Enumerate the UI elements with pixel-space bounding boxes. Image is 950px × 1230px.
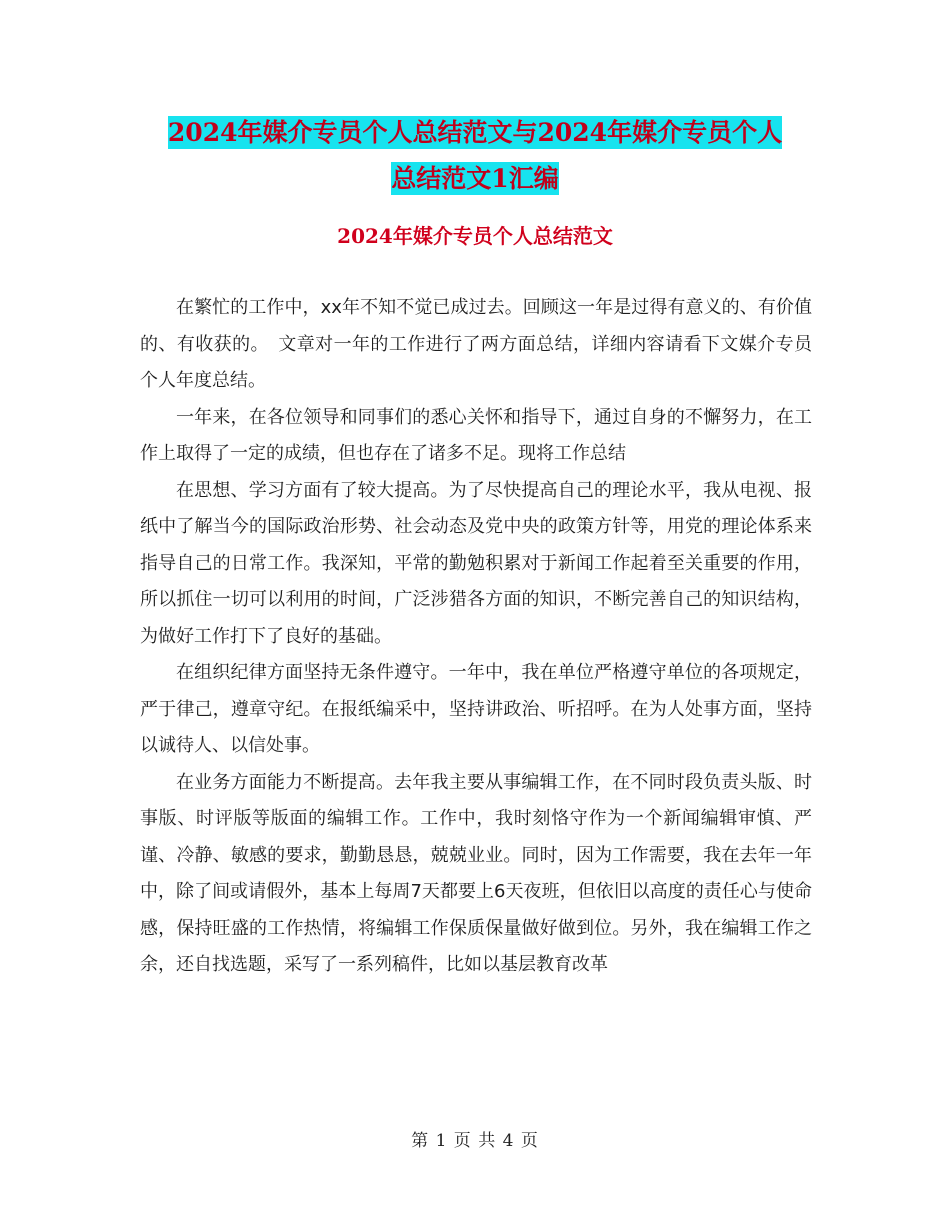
paragraph: 在组织纪律方面坚持无条件遵守。一年中，我在单位严格遵守单位的各项规定，严于律己，遵章守纪。在报纸编采中，坚持讲政治、听招呼。在为人处事方面，坚持以诚待人、以信处事。 <box>140 662 812 756</box>
page-footer: 第 1 页 共 4 页 <box>411 1131 539 1151</box>
section-title: 2024年媒介专员个人总结范文 <box>337 224 613 248</box>
document-title <box>120 110 830 202</box>
title-line-1: 2024年媒介专员个人总结范文与2024年媒介专员个人 <box>167 118 783 147</box>
paragraph: 一年来，在各位领导和同事们的悉心关怀和指导下，通过自身的不懈努力，在工作上取得了一定的成绩，但也存在了诸多不足。现将工作总结 <box>140 406 812 464</box>
paragraph: 在思想、学习方面有了较大提高。为了尽快提高自己的理论水平，我从电视、报纸中了解当今的国际政治形势、社会动态及党中央的政策方针等，用党的理论体系来指导自己的日常工作。我深知，平常的勤勉积累对于新闻工作起着至关重要的作用，所以抓住一切可以利用的时间，广泛涉猎各方面的知识，不断完善自己的知识结构，为做好工作打下了良好的基础。 <box>140 479 812 647</box>
title-line-2: 总结范文1汇编 <box>391 164 559 193</box>
paragraph: 在繁忙的工作中，xx年不知不觉已成过去。回顾这一年是过得有意义的、有价值的、有收获的。 文章对一年的工作进行了两方面总结，详细内容请看下文媒介专员个人年度总结。 <box>140 297 812 391</box>
paragraph: 在业务方面能力不断提高。去年我主要从事编辑工作，在不同时段负责头版、时事版、时评版等版面的编辑工作。工作中，我时刻恪守作为一个新闻编辑审慎、严谨、冷静、敏感的要求，勤勤恳恳，兢兢业业。同时，因为工作需要，我在去年一年中，除了间或请假外，基本上每周7天都要上6天夜班，但依旧以高度的责任心与使命感，保持旺盛的工作热情，将编辑工作保质保量做好做到位。另外，我在编辑工作之余，还自找选题，采写了一系列稿件，比如以基层教育改革 <box>140 771 812 975</box>
document-body <box>140 290 812 984</box>
